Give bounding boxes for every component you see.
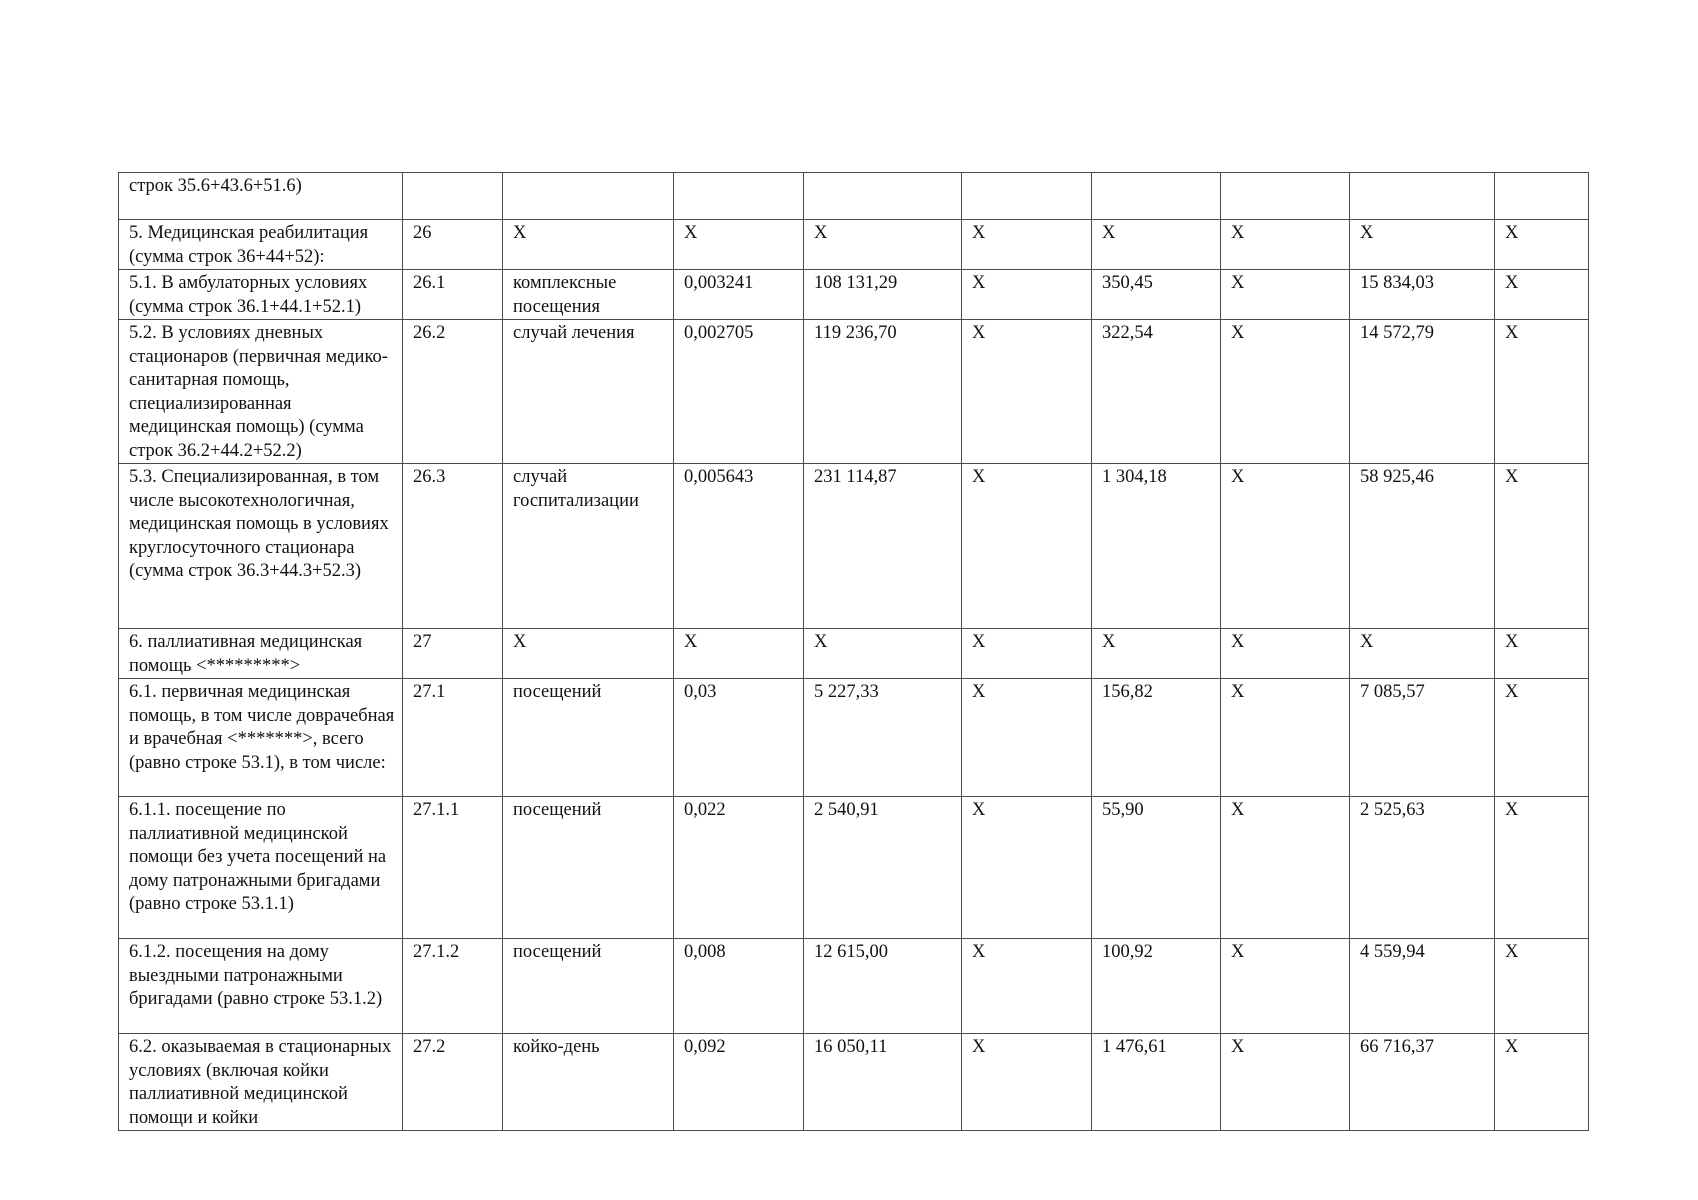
- value-cell: X: [962, 939, 1092, 1034]
- row-label-cell: строк 35.6+43.6+51.6): [119, 173, 403, 220]
- value-cell: X: [1221, 939, 1350, 1034]
- value-cell: X: [962, 464, 1092, 629]
- unit-cell: случай лечения: [503, 320, 674, 464]
- value-cell: 5 227,33: [804, 679, 962, 797]
- value-cell: X: [804, 629, 962, 679]
- value-cell: 16 050,11: [804, 1034, 962, 1131]
- value-cell: 15 834,03: [1350, 270, 1495, 320]
- unit-cell: койко-день: [503, 1034, 674, 1131]
- value-cell: X: [1221, 629, 1350, 679]
- row-number-cell: 26.3: [403, 464, 503, 629]
- row-label-cell: 6.2. оказываемая в стационарных условиях (включая койки паллиативной медицинской помощи и койки: [119, 1034, 403, 1131]
- value-cell: 2 540,91: [804, 797, 962, 939]
- value-cell: 119 236,70: [804, 320, 962, 464]
- row-label-cell: 6. паллиативная медицинская помощь <*********>: [119, 629, 403, 679]
- row-number-cell: 27.1.2: [403, 939, 503, 1034]
- value-cell: 58 925,46: [1350, 464, 1495, 629]
- unit-cell: комплексные посещения: [503, 270, 674, 320]
- value-cell: 14 572,79: [1350, 320, 1495, 464]
- value-cell: X: [962, 629, 1092, 679]
- row-label-cell: 6.1.2. посещения на дому выездными патронажными бригадами (равно строке 53.1.2): [119, 939, 403, 1034]
- value-cell: 7 085,57: [1350, 679, 1495, 797]
- value-cell: X: [1221, 270, 1350, 320]
- value-cell: 0,002705: [674, 320, 804, 464]
- unit-cell: посещений: [503, 939, 674, 1034]
- value-cell: 4 559,94: [1350, 939, 1495, 1034]
- table-row: [119, 629, 1589, 679]
- table-row: [119, 679, 1589, 797]
- value-cell: X: [1495, 320, 1589, 464]
- value-cell: [674, 173, 804, 220]
- value-cell: X: [674, 220, 804, 270]
- value-cell: 12 615,00: [804, 939, 962, 1034]
- value-cell: X: [962, 320, 1092, 464]
- unit-cell: случай госпитализации: [503, 464, 674, 629]
- table-row: [119, 320, 1589, 464]
- unit-cell: посещений: [503, 797, 674, 939]
- unit-cell: X: [503, 629, 674, 679]
- value-cell: [962, 173, 1092, 220]
- unit-cell: X: [503, 220, 674, 270]
- value-cell: [1495, 173, 1589, 220]
- value-cell: 55,90: [1092, 797, 1221, 939]
- row-number-cell: 26.1: [403, 270, 503, 320]
- row-label-cell: 5.3. Специализированная, в том числе высокотехнологичная, медицинская помощь в условиях круглосуточного стационара (сумма строк 36.3+44.3+52.3): [119, 464, 403, 629]
- value-cell: [804, 173, 962, 220]
- table-row: [119, 797, 1589, 939]
- row-label-cell: 5.2. В условиях дневных стационаров (первичная медико-санитарная помощь, специализированная медицинская помощь) (сумма строк 36.2+44.2+52.2): [119, 320, 403, 464]
- value-cell: 1 304,18: [1092, 464, 1221, 629]
- value-cell: X: [1221, 679, 1350, 797]
- value-cell: X: [1350, 629, 1495, 679]
- table-row: [119, 173, 1589, 220]
- value-cell: [1221, 173, 1350, 220]
- value-cell: X: [1495, 939, 1589, 1034]
- value-cell: X: [1495, 679, 1589, 797]
- row-number-cell: 27.1.1: [403, 797, 503, 939]
- table-row: [119, 464, 1589, 629]
- row-label-cell: 5.1. В амбулаторных условиях (сумма строк 36.1+44.1+52.1): [119, 270, 403, 320]
- row-number-cell: 27.1: [403, 679, 503, 797]
- value-cell: X: [674, 629, 804, 679]
- value-cell: X: [1495, 629, 1589, 679]
- value-cell: X: [1221, 464, 1350, 629]
- row-number-cell: [403, 173, 503, 220]
- value-cell: 156,82: [1092, 679, 1221, 797]
- table-row: [119, 220, 1589, 270]
- value-cell: 231 114,87: [804, 464, 962, 629]
- value-cell: 0,022: [674, 797, 804, 939]
- value-cell: 108 131,29: [804, 270, 962, 320]
- table-row: [119, 1034, 1589, 1131]
- value-cell: X: [1092, 629, 1221, 679]
- value-cell: X: [962, 679, 1092, 797]
- row-number-cell: 26: [403, 220, 503, 270]
- value-cell: X: [962, 797, 1092, 939]
- row-label-cell: 5. Медицинская реабилитация (сумма строк 36+44+52):: [119, 220, 403, 270]
- value-cell: 0,003241: [674, 270, 804, 320]
- value-cell: X: [962, 270, 1092, 320]
- value-cell: X: [1221, 220, 1350, 270]
- value-cell: 0,005643: [674, 464, 804, 629]
- value-cell: 0,008: [674, 939, 804, 1034]
- value-cell: 0,092: [674, 1034, 804, 1131]
- value-cell: [1350, 173, 1495, 220]
- value-cell: X: [1221, 797, 1350, 939]
- value-cell: 66 716,37: [1350, 1034, 1495, 1131]
- row-number-cell: 26.2: [403, 320, 503, 464]
- value-cell: 100,92: [1092, 939, 1221, 1034]
- value-cell: X: [962, 1034, 1092, 1131]
- value-cell: X: [1221, 1034, 1350, 1131]
- value-cell: X: [1350, 220, 1495, 270]
- table-row: [119, 939, 1589, 1034]
- value-cell: X: [804, 220, 962, 270]
- value-cell: 1 476,61: [1092, 1034, 1221, 1131]
- row-label-cell: 6.1. первичная медицинская помощь, в том числе доврачебная и врачебная <*******>, всего (равно строке 53.1), в том числе:: [119, 679, 403, 797]
- value-cell: 322,54: [1092, 320, 1221, 464]
- value-cell: X: [1495, 220, 1589, 270]
- row-label-cell: 6.1.1. посещение по паллиативной медицинской помощи без учета посещений на дому патронажными бригадами (равно строке 53.1.1): [119, 797, 403, 939]
- value-cell: [1092, 173, 1221, 220]
- value-cell: X: [1495, 797, 1589, 939]
- unit-cell: [503, 173, 674, 220]
- unit-cell: посещений: [503, 679, 674, 797]
- value-cell: X: [1495, 270, 1589, 320]
- value-cell: 2 525,63: [1350, 797, 1495, 939]
- value-cell: X: [1221, 320, 1350, 464]
- row-number-cell: 27: [403, 629, 503, 679]
- value-cell: 350,45: [1092, 270, 1221, 320]
- table-row: [119, 270, 1589, 320]
- row-number-cell: 27.2: [403, 1034, 503, 1131]
- value-cell: 0,03: [674, 679, 804, 797]
- value-cell: X: [1092, 220, 1221, 270]
- value-cell: X: [1495, 464, 1589, 629]
- value-cell: X: [1495, 1034, 1589, 1131]
- data-table: [118, 172, 1589, 1131]
- value-cell: X: [962, 220, 1092, 270]
